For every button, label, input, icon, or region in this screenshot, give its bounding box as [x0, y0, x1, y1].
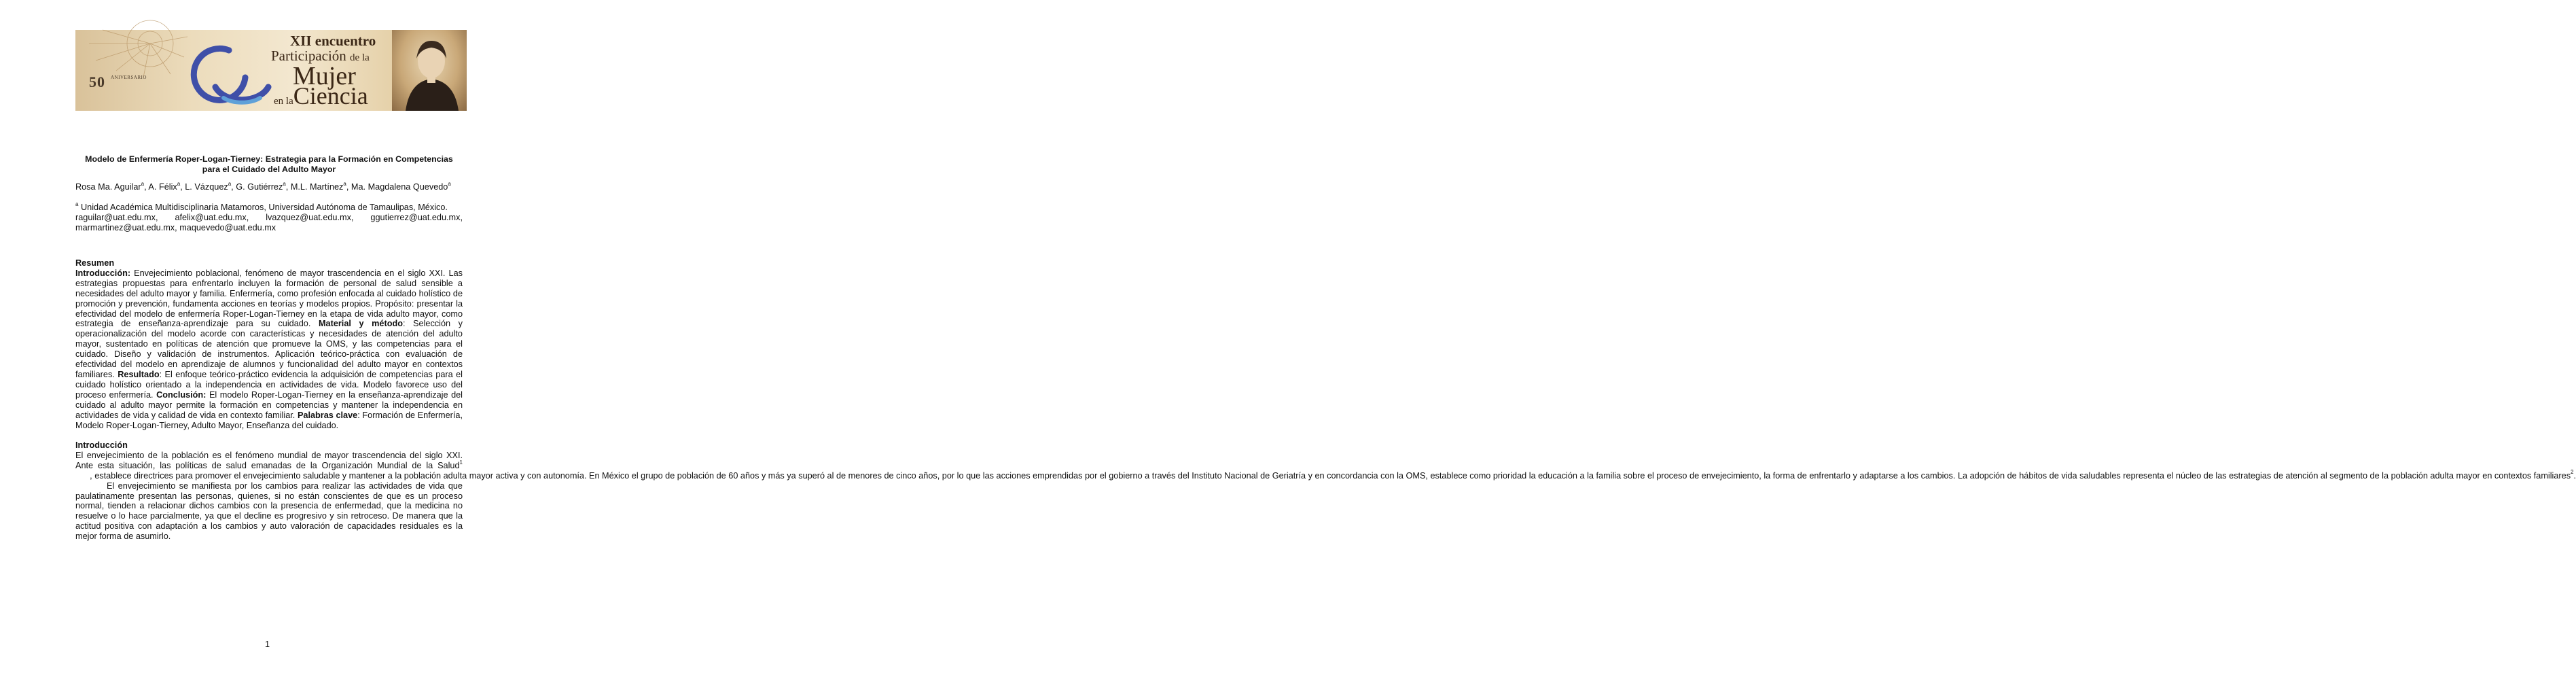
- paper-title: Modelo de Enfermería Roper-Logan-Tierney: Estrategia para la Formación en Competencias para el Cuidado del Adulto Mayor: [85, 154, 453, 174]
- affiliation-block: $^a$ Unidad Académica Multidisciplinaria Matamoros, Universidad Autónoma de Tamaulipas, México. raguilar@uat.edu.mx, afelix@uat.edu.mx, lvazquez@uat.edu.mx, ggutierrez@uat.edu.mx, marmartinez@uat.edu.mx, maquevedo@uat.edu.mx: [75, 201, 463, 232]
- abstract-heading: Resumen: [75, 258, 115, 268]
- portrait-illustration: [392, 30, 467, 111]
- introduction-heading: Introducción: [75, 440, 128, 450]
- intro-paragraph-2: El envejecimiento se manifiesta por los cambios para realizar las actividades de vida que paulatinamente presentan las personas, quienes, si no están conscientes de que es un proceso normal, tienden a relacionar dichos cambios con la presencia de enfermedad, que la medicina no resuelve o lo hace parcialmente, ya que el decline es progresivo y sin retroceso. De manera que la actitud positiva con adaptación a los cambios y auto valoración de capacidades residuales es la mejor forma de asumirlo.: [75, 481, 463, 542]
- abstract: [75, 258, 463, 430]
- conference-banner: [75, 30, 467, 111]
- abstract-body: Introducción: Envejecimiento poblacional, fenómeno de mayor trascendencia en el siglo XXI. Las estrategias propuestas para enfrentarlo incluyen la formación de personal de salud sensible a necesidades del adulto mayor y familia. Enfermería, como profesión enfocada al cuidado holístico de promoción y prevención, fundamenta acciones en teorías y modelos propios. Propósito: presentar la efectividad del modelo de enfermería Roper-Logan-Tierney en la etapa de vida adulto mayor, como estrategia de enseñanza-aprendizaje para su cuidado. Material y método: Selección y operacionalización del modelo acorde con características y necesidades de atención del adulto mayor, sustentado en políticas de atención que promueve la OMS, y las competencias para el cuidado. Diseño y validación de instrumentos. Aplicación teórico-práctica con evaluación de efectividad del modelo en aprendizaje de alumnos y funcionalidad del adulto mayor en contextos familiares. Resultado: El enfoque teórico-práctico evidencia la adquisición de competencias para el cuidado holístico orientado a la independencia en actividades de vida. Modelo favorece uso del proceso enfermería. Conclusión: El modelo Roper-Logan-Tierney en la enseñanza-aprendizaje del cuidado al adulto mayor permite la formación en competencias y mantener la independencia en actividades de vida y calidad de vida en contexto familiar. Palabras clave: Formación de Enfermería, Modelo Roper-Logan-Tierney, Adulto Mayor, Enseñanza del cuidado.: [75, 268, 463, 430]
- anniversary-label: ANIVERSARIO: [111, 75, 147, 80]
- introduction-section: [75, 440, 2576, 542]
- intro-paragraph-1: El envejecimiento de la población es el fenómeno mundial de mayor trascendencia del siglo XXI. Ante esta situación, las políticas de salud emanadas de la Organización Mundial de la Salud$^1$ , establece directrices para promover el envejecimiento saludable y mantener a la población adulta mayor activa y con autonomía. En México el grupo de población de 60 años y más ya superó al de menores de cinco años, por lo que las acciones emprendidas por el gobierno a través del Instituto Nacional de Geriatría y en concordancia con la OMS, establece como prioridad la educación a la familia sobre el proceso de envejecimiento, la forma de enfrentarlo y adaptarse a los cambios. La adopción de hábitos de vida saludables representa el núcleo de las estrategias de atención al segmento de la población adulta mayor en contextos familiares$^2$.: [75, 450, 2576, 481]
- anniversary-logo: 50: [89, 73, 105, 90]
- event-line-2: Participación de la: [271, 48, 370, 64]
- event-line-4: en laCiencia: [274, 82, 368, 109]
- event-line-1: XII encuentro: [290, 33, 376, 49]
- author-list: Rosa Ma. Aguilar$^a$, A. Félix$^a$, L. Vázquez$^a$, G. Gutiérrez$^a$, M.L. Martínez$^a$, Ma. Magdalena Quevedo$^a$: [75, 180, 451, 192]
- event-line-3: Mujer: [293, 62, 356, 90]
- page-number: 1: [265, 640, 270, 649]
- portrait-image: [392, 30, 467, 111]
- email-list: raguilar@uat.edu.mx, afelix@uat.edu.mx, lvazquez@uat.edu.mx, ggutierrez@uat.edu.mx,: [75, 212, 463, 222]
